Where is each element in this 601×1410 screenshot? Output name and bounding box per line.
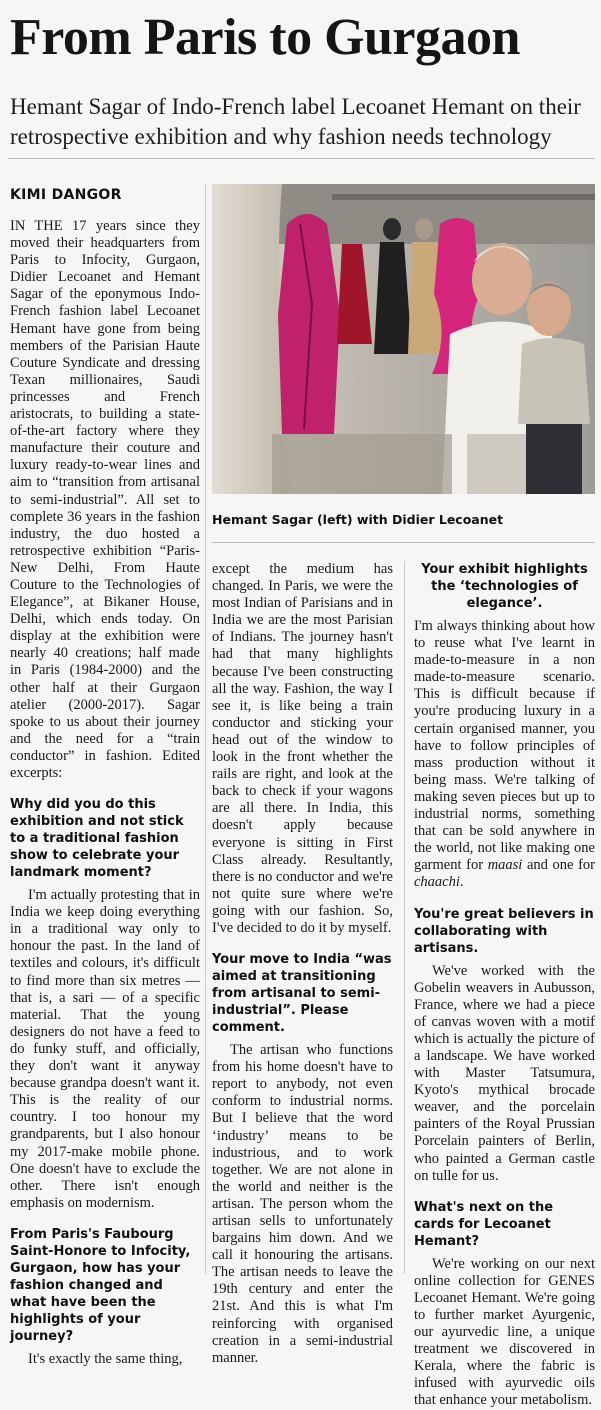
column-divider bbox=[205, 184, 206, 1274]
answer-5: We've worked with the Gobelin weavers in Aubusson, France, where we had a piece of canvas woven with a motif which is actually the picture of a landscape. We have worked with Master Tatsumura, Kyoto's mythical brocade weaver, and the porcelain painters of the Royal Prussian Porcelain painters of Berlin, who painted a German castle on tulle for us. bbox=[414, 962, 595, 1184]
header-divider bbox=[8, 158, 595, 159]
standfirst: Hemant Sagar of Indo-French label Lecoanet Hemant on their retrospective exhibition and why fashion needs technology bbox=[10, 94, 581, 149]
answer-4-chaachi: chaachi bbox=[414, 874, 460, 891]
article-column-1 bbox=[10, 218, 200, 1368]
headline: From Paris to Gurgaon bbox=[10, 9, 520, 66]
question-3: Your move to India “was aimed at transitioning from artisanal to semi-industrial”. Please comment. bbox=[212, 952, 392, 1036]
article-column-2 bbox=[212, 561, 393, 1367]
question-4: Your exhibit highlights the ‘technologies of elegance’. bbox=[421, 562, 588, 611]
column-divider bbox=[404, 561, 405, 1274]
answer-2-continued: except the medium has changed. In Paris, we were the most Indian of Parisians and in India we are the most Parisian of Indians. The journey hasn't had that many highlights because I've been constructing all the way. Fashion, the way I see it, is like being a train conductor and sticking your head out of the window to look in the front whether the rails are right, and look at the back to check if your wagons are all there. In India, this doesn't apply because everyone is sitting in First Class already. Resultantly, there is no conductor and we're not quite sure where we're going with our fashion. So, I've decided to do it by myself. bbox=[212, 561, 393, 936]
article-column-3 bbox=[414, 561, 595, 1410]
answer-6: We're working on our next online collection for GENES Lecoanet Hemant. We're going to further market Ayurgenic, our ayurvedic line, a unique treatment we discovered in Kerala, where the fabric is infused with ayurvedic oils that enhance your metabolism. bbox=[414, 1255, 595, 1409]
answer-4 bbox=[414, 618, 595, 892]
answer-4-maasi: maasi bbox=[487, 857, 523, 874]
question-2: From Paris's Faubourg Saint-Honore to Infocity, Gurgaon, how has your fashion changed and what have been the highlights of your journey? bbox=[10, 1226, 191, 1344]
answer-2-start: It's exactly the same thing, bbox=[28, 1350, 183, 1367]
answer-4-text: I'm always thinking about how to reuse what I've learnt in made-to-measure in a non made-to-measure scenario. This is difficult because if you're producing luxury in a certain organised manner, you have to follow principles of mass production without it being mass. We're talking of making seven pieces but up to industrial norms, something that can be sold anywhere in the world, not like making one garment for bbox=[414, 618, 595, 874]
intro-paragraph: IN THE 17 years since they moved their headquarters from Paris to Infocity, Gurgaon, Didier Lecoanet and Hemant Sagar of the eponymous Indo-French fashion label Lecoanet Hemant have gone from being members of the Parisian Haute Couture Syndicate and dressing Texan millionaires, Saudi princesses and French aristocrats, to building a state-of-the-art factory where they manufacture their couture and luxury ready-to-wear lines and aim to “transition from artisanal to semi-industrial”. All set to complete 36 years in the fashion industry, the duo hosted a retrospective exhibition “Paris-New Delhi, From Haute Couture to the Technologies of Elegance”, at Bikaner House, Delhi, which ends today. On display at the exhibition were nearly 40 creations; half made in Paris (1984-2000) and the other half at their Gurgaon atelier (2000-2017). Sagar spoke to us about their journey and the need for a “train conductor” in fashion. Edited excerpts: bbox=[10, 218, 200, 781]
byline: KIMI DANGOR bbox=[10, 187, 122, 203]
caption-divider bbox=[212, 542, 595, 543]
article-photo bbox=[212, 184, 595, 494]
answer-4-end: . bbox=[459, 874, 464, 891]
answer-4-and: and one for bbox=[522, 857, 596, 874]
designers-photo-image bbox=[212, 184, 595, 494]
question-6: What's next on the cards for Lecoanet Hemant? bbox=[414, 1199, 554, 1249]
answer-3: The artisan who functions from his home doesn't have to report to anybody, not even conform to industrial norms. But I believe that the word ‘industry’ means to be industrious, and to work together. We are not alone in the world and neither is the artisan. The person whom the artisan sells to unfortunately bargains him down. And we call it honouring the artisans. The artisan needs to leave the 19th century and enter the 21st. And this is what I'm reinforcing with organised creation in a semi-industrial manner. bbox=[212, 1042, 393, 1366]
question-1: Why did you do this exhibition and not stick to a traditional fashion show to celebrate your landmark moment? bbox=[10, 797, 184, 881]
photo-caption: Hemant Sagar (left) with Didier Lecoanet bbox=[212, 512, 504, 527]
answer-1: I'm actually protesting that in India we keep doing everything in a traditional way only to honour the past. In the land of textiles and colours, it's difficult to find more than six metres — that is, a sari — of a specific material. That the young designers do not have a feed to do funky stuff, and officially, they don't want it anyway because grandpa doesn't want it. This is the reality of our country. I too honour my grandparents, but I also honour my 2017-make mobile phone. One doesn't have to exclude the other. There isn't enough emphasis on modernism. bbox=[10, 887, 200, 1211]
question-5: You're great believers in collaborating with artisans. bbox=[414, 906, 594, 956]
